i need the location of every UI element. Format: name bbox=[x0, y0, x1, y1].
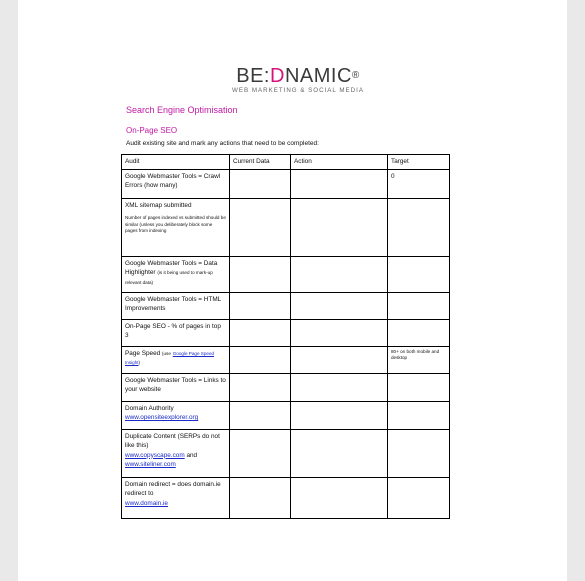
audit-cell: Google Webmaster Tools = Data Highlighter (is it being used to mark-up relevant data) bbox=[122, 256, 230, 292]
table-row bbox=[122, 401, 450, 429]
audit-note: (is it being used to mark-up relevant data) bbox=[125, 270, 213, 285]
table-row bbox=[122, 477, 450, 518]
intro-text: Audit existing site and mark any actions that need to be completed: bbox=[126, 140, 319, 147]
copyscape-link[interactable]: www.copyscape.com bbox=[125, 451, 185, 459]
header-current-data: Current Data bbox=[230, 155, 291, 170]
target-cell bbox=[388, 346, 450, 373]
current-data-cell[interactable] bbox=[230, 429, 291, 477]
opensiteexplorer-link[interactable]: www.opensiteexplorer.org bbox=[125, 414, 199, 421]
audit-cell: Google Webmaster Tools = Crawl Errors (how many) bbox=[122, 169, 230, 198]
target-cell bbox=[388, 477, 450, 518]
target-cell bbox=[388, 373, 450, 401]
action-cell[interactable] bbox=[291, 373, 388, 401]
action-cell[interactable] bbox=[291, 346, 388, 373]
siteliner-link[interactable]: www.siteliner.com bbox=[125, 461, 176, 468]
subsection-heading: On-Page SEO bbox=[126, 126, 178, 135]
action-cell[interactable] bbox=[291, 198, 388, 256]
logo-tagline: WEB MARKETING & SOCIAL MEDIA bbox=[232, 87, 364, 94]
domain-link[interactable]: www.domain.ie bbox=[125, 499, 168, 507]
action-cell[interactable] bbox=[291, 477, 388, 518]
table-row bbox=[122, 346, 450, 373]
audit-cell: Domain redirect = does domain.ie redirect to www.domain.ie bbox=[122, 477, 230, 518]
table-header-row bbox=[122, 155, 450, 170]
current-data-cell[interactable] bbox=[230, 401, 291, 429]
registered-mark: ® bbox=[351, 70, 360, 81]
audit-cell: Page Speed (use Google Page Speed Insight) bbox=[122, 346, 230, 373]
target-cell bbox=[388, 198, 450, 256]
current-data-cell[interactable] bbox=[230, 292, 291, 319]
audit-cell: On-Page SEO - % of pages in top 3 bbox=[122, 319, 230, 346]
header-action: Action bbox=[291, 155, 388, 170]
target-cell bbox=[388, 292, 450, 319]
audit-cell: Duplicate Content (SERPs do not like this) www.copyscape.com and www.siteliner.com bbox=[122, 429, 230, 477]
current-data-cell[interactable] bbox=[230, 319, 291, 346]
target-cell bbox=[388, 256, 450, 292]
current-data-cell[interactable] bbox=[230, 477, 291, 518]
target-note: 80+ on both mobile and desktop bbox=[391, 348, 440, 360]
audit-cell: Domain Authority www.opensiteexplorer.org bbox=[122, 401, 230, 429]
action-cell[interactable] bbox=[291, 292, 388, 319]
current-data-cell[interactable] bbox=[230, 346, 291, 373]
audit-note: Number of pages indexed vs submitted should be similar (unless you deliberately block some pages from indexing bbox=[125, 215, 226, 233]
audit-cell: Google Webmaster Tools = HTML Improvements bbox=[122, 292, 230, 319]
action-cell[interactable] bbox=[291, 401, 388, 429]
audit-cell: XML sitemap submitted Number of pages indexed vs submitted should be similar (unless you deliberately block some pages from indexing bbox=[122, 198, 230, 256]
table-row bbox=[122, 198, 450, 256]
audit-cell: Google Webmaster Tools = Links to your website bbox=[122, 373, 230, 401]
target-cell bbox=[388, 401, 450, 429]
table-row bbox=[122, 169, 450, 198]
audit-table bbox=[121, 154, 450, 519]
table-row bbox=[122, 256, 450, 292]
action-cell[interactable] bbox=[291, 256, 388, 292]
section-heading: Search Engine Optimisation bbox=[126, 105, 238, 115]
table-row bbox=[122, 292, 450, 319]
table-row bbox=[122, 319, 450, 346]
current-data-cell[interactable] bbox=[230, 198, 291, 256]
bedynamic-logo bbox=[218, 66, 378, 100]
current-data-cell[interactable] bbox=[230, 169, 291, 198]
header-target: Target bbox=[388, 155, 450, 170]
action-cell[interactable] bbox=[291, 169, 388, 198]
current-data-cell[interactable] bbox=[230, 373, 291, 401]
action-cell[interactable] bbox=[291, 319, 388, 346]
header-audit: Audit bbox=[122, 155, 230, 170]
table-row bbox=[122, 373, 450, 401]
logo-pink-letter: D bbox=[269, 65, 285, 87]
table-row bbox=[122, 429, 450, 477]
target-cell bbox=[388, 429, 450, 477]
current-data-cell[interactable] bbox=[230, 256, 291, 292]
logo-prefix: BE: bbox=[236, 65, 270, 87]
logo-rest: NAMIC bbox=[284, 65, 352, 87]
target-cell: 0 bbox=[388, 169, 450, 198]
target-cell bbox=[388, 319, 450, 346]
action-cell[interactable] bbox=[291, 429, 388, 477]
page-speed-link[interactable]: Google Page Speed Insight bbox=[125, 350, 215, 365]
